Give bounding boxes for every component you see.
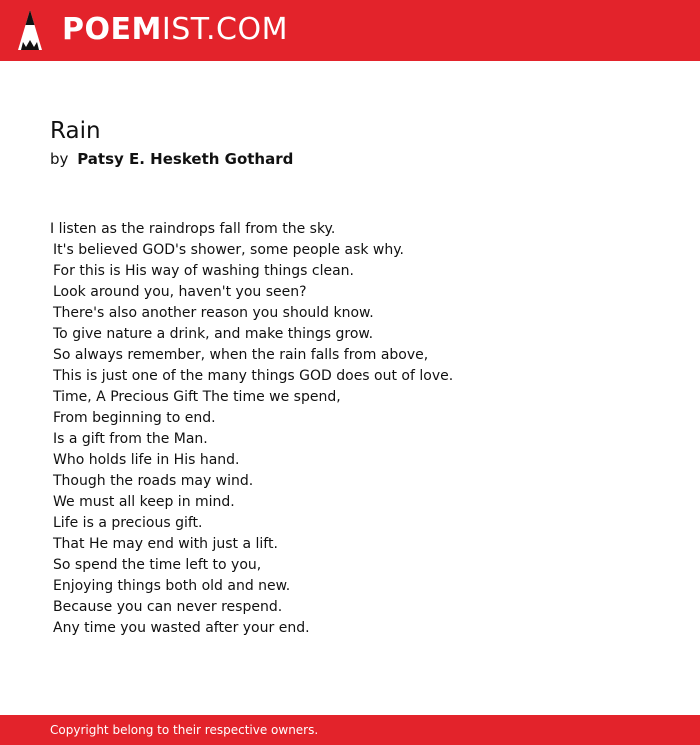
- poem-line: So spend the time left to you,: [53, 557, 262, 573]
- site-footer: [0, 715, 700, 745]
- poem-line: Life is a precious gift.: [53, 515, 203, 531]
- site-logo[interactable]: [62, 13, 288, 47]
- logo-light-text: IST.COM: [161, 12, 288, 47]
- poem-body: [50, 219, 453, 639]
- byline: [50, 148, 293, 170]
- poem-line: Look around you, haven't you seen?: [53, 284, 307, 300]
- author-name: Patsy E. Hesketh Gothard: [77, 150, 294, 168]
- poem-line: To give nature a drink, and make things grow.: [53, 326, 374, 342]
- copyright-text: Copyright belong to their respective owners.: [50, 723, 319, 737]
- by-label: by: [50, 150, 69, 168]
- site-header: [0, 0, 700, 61]
- logo-bold-text: POEM: [62, 12, 162, 47]
- pencil-tip-icon[interactable]: [17, 9, 43, 51]
- poem-line: This is just one of the many things GOD does out of love.: [53, 368, 454, 384]
- poem-line: That He may end with just a lift.: [53, 536, 278, 552]
- poem-line: Who holds life in His hand.: [53, 452, 240, 468]
- poem-line: We must all keep in mind.: [53, 494, 235, 510]
- poem-line: From beginning to end.: [53, 410, 216, 426]
- poem-line: It's believed GOD's shower, some people ask why.: [53, 242, 404, 258]
- poem-line: Any time you wasted after your end.: [53, 620, 310, 636]
- poem-line: Is a gift from the Man.: [53, 431, 208, 447]
- poem-line: So always remember, when the rain falls from above,: [53, 347, 429, 363]
- poem-line: For this is His way of washing things clean.: [53, 263, 354, 279]
- poem-line: Because you can never respend.: [53, 599, 283, 615]
- poem-line: Time, A Precious Gift The time we spend,: [53, 389, 341, 405]
- poem-title: Rain: [50, 118, 101, 144]
- poem-line: There's also another reason you should know.: [53, 305, 374, 321]
- poem-line: Enjoying things both old and new.: [53, 578, 291, 594]
- poem-line: Though the roads may wind.: [53, 473, 254, 489]
- poem-line: I listen as the raindrops fall from the sky.: [50, 221, 336, 237]
